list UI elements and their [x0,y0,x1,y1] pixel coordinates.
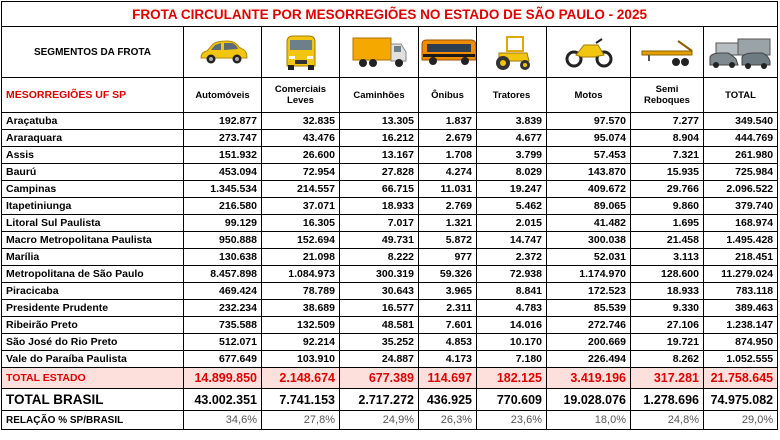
table-row-cell: 103.910 [262,351,340,368]
total-estado-row-cell: 3.419.196 [547,368,631,389]
table-row-cell: 3.799 [477,147,547,164]
table-row-cell: 27.828 [340,164,419,181]
table-row-cell: 300.319 [340,266,419,283]
table-row-cell: 1.495.428 [704,232,778,249]
table-row [2,164,778,181]
table-row-cell: 26.600 [262,147,340,164]
table-row [2,317,778,334]
table-row [2,147,778,164]
total-brasil-row-cell: 19.028.076 [547,389,631,411]
table-row-cell: 38.689 [262,300,340,317]
table-row-label: Itapetiniunga [2,198,184,215]
total-brasil-row-cell: 436.925 [419,389,477,411]
table-row-cell: 95.074 [547,130,631,147]
table-row-cell: 16.577 [340,300,419,317]
total-brasil-row-cell: 1.278.696 [631,389,704,411]
table-row-cell: 5.462 [477,198,547,215]
table-row-cell: 950.888 [184,232,262,249]
table-row-cell: 18.933 [340,198,419,215]
table-row-cell: 7.321 [631,147,704,164]
table-row-cell: 49.731 [340,232,419,249]
table-row-cell: 9.330 [631,300,704,317]
total-estado-row-cell: 317.281 [631,368,704,389]
table-row-label: Araraquara [2,130,184,147]
total-brasil-row-label: TOTAL BRASIL [2,389,184,411]
table-row-cell: 512.071 [184,334,262,351]
table-row-label: Campinas [2,181,184,198]
table-row-cell: 1.238.147 [704,317,778,334]
table-row-cell: 14.016 [477,317,547,334]
total-brasil-row-cell: 74.975.082 [704,389,778,411]
table-row-cell: 1.708 [419,147,477,164]
table-row-cell: 1.084.973 [262,266,340,283]
table-row-cell: 3.839 [477,113,547,130]
table-row-cell: 2.372 [477,249,547,266]
total-estado-row [2,368,778,389]
total-brasil-row [2,389,778,411]
table-row-cell: 783.118 [704,283,778,300]
total-estado-row-cell: 2.148.674 [262,368,340,389]
table-row-cell: 143.870 [547,164,631,181]
total-estado-row-label: TOTAL ESTADO [2,368,184,389]
table-row [2,181,778,198]
table-row-cell: 8.029 [477,164,547,181]
table-row-cell: 5.872 [419,232,477,249]
table-row-cell: 4.783 [477,300,547,317]
table-row-cell: 16.305 [262,215,340,232]
table-row-cell: 41.482 [547,215,631,232]
table-row-cell: 48.581 [340,317,419,334]
relacao-row-cell: 23,6% [477,411,547,430]
header-col: Ônibus [419,78,477,113]
table-row-cell: 89.065 [547,198,631,215]
total-estado-row-cell: 14.899.850 [184,368,262,389]
total-brasil-row-cell: 43.002.351 [184,389,262,411]
total-estado-row-cell: 21.758.645 [704,368,778,389]
table-row-cell: 99.129 [184,215,262,232]
table-row-cell: 21.458 [631,232,704,249]
table-row-cell: 874.950 [704,334,778,351]
table-row-cell: 15.935 [631,164,704,181]
table-row-label: Marília [2,249,184,266]
header-col: Caminhões [340,78,419,113]
table-row-cell: 2.015 [477,215,547,232]
relacao-row-cell: 34,6% [184,411,262,430]
table-row-cell: 192.877 [184,113,262,130]
table-row-cell: 4.853 [419,334,477,351]
relacao-row [2,411,778,430]
table-row-cell: 72.938 [477,266,547,283]
fleet-icon [708,33,774,71]
table-row-cell: 725.984 [704,164,778,181]
table-row-cell: 16.212 [340,130,419,147]
table-row-label: Macro Metropolitana Paulista [2,232,184,249]
table-row-cell: 214.557 [262,181,340,198]
table-row-cell: 8.841 [477,283,547,300]
table-row-cell: 21.098 [262,249,340,266]
table-row-cell: 7.017 [340,215,419,232]
table-row-cell: 4.677 [477,130,547,147]
truck-icon [349,34,409,70]
table-row [2,232,778,249]
table-row-cell: 8.457.898 [184,266,262,283]
motorcycle-icon [564,35,614,69]
fleet-table-container [1,1,779,438]
table-row-cell: 977 [419,249,477,266]
table-row-cell: 19.721 [631,334,704,351]
table-row-cell: 300.038 [547,232,631,249]
table-row-cell: 261.980 [704,147,778,164]
table-row-cell: 132.509 [262,317,340,334]
table-row-cell: 8.904 [631,130,704,147]
relacao-row-cell: 24,9% [340,411,419,430]
table-row-cell: 273.747 [184,130,262,147]
table-row-cell: 9.860 [631,198,704,215]
table-row-cell: 78.789 [262,283,340,300]
table-row-cell: 43.476 [262,130,340,147]
table-row-cell: 13.167 [340,147,419,164]
segments-row [2,27,778,78]
table-row-cell: 469.424 [184,283,262,300]
total-estado-row-cell: 677.389 [340,368,419,389]
table-row-cell: 151.932 [184,147,262,164]
table-row-cell: 1.321 [419,215,477,232]
table-row-cell: 389.463 [704,300,778,317]
header-meso: MESORREGIÕES UF SP [2,78,184,113]
header-col: Semi Reboques [631,78,704,113]
table-row-label: Ribeirão Preto [2,317,184,334]
table-row-cell: 216.580 [184,198,262,215]
table-row-label: Litoral Sul Paulista [2,215,184,232]
table-row-cell: 37.071 [262,198,340,215]
table-row-cell: 130.638 [184,249,262,266]
table-row-cell: 379.740 [704,198,778,215]
table-row [2,198,778,215]
table-row-cell: 453.094 [184,164,262,181]
table-row-label: Vale do Paraíba Paulista [2,351,184,368]
table-row-cell: 52.031 [547,249,631,266]
page-title: FROTA CIRCULANTE POR MESORREGIÕES NO ESTADO DE SÃO PAULO - 2025 [2,2,778,27]
table-row-label: Metropolitana de São Paulo [2,266,184,283]
table-row-cell: 27.106 [631,317,704,334]
table-row-cell: 35.252 [340,334,419,351]
table-row-label: Assis [2,147,184,164]
table-row [2,249,778,266]
table-row-cell: 1.345.534 [184,181,262,198]
table-row-cell: 172.523 [547,283,631,300]
table-row-cell: 2.679 [419,130,477,147]
header-col: TOTAL [704,78,778,113]
table-row-cell: 57.453 [547,147,631,164]
total-brasil-row-cell: 2.717.272 [340,389,419,411]
total-estado-row-cell: 114.697 [419,368,477,389]
bus-icon [419,36,477,68]
table-row-cell: 8.262 [631,351,704,368]
table-row-cell: 232.234 [184,300,262,317]
table-row-cell: 85.539 [547,300,631,317]
table-row-cell: 7.601 [419,317,477,334]
table-row [2,215,778,232]
table-row-cell: 218.451 [704,249,778,266]
table-row-cell: 29.766 [631,181,704,198]
table-row [2,113,778,130]
table-row-cell: 72.954 [262,164,340,181]
table-row-cell: 677.649 [184,351,262,368]
table-row-cell: 1.174.970 [547,266,631,283]
table-row [2,334,778,351]
van-icon [281,32,321,72]
table-row-cell: 4.173 [419,351,477,368]
table-row-cell: 7.277 [631,113,704,130]
table-row-cell: 11.031 [419,181,477,198]
table-row-cell: 4.274 [419,164,477,181]
relacao-row-cell: 26,3% [419,411,477,430]
table-row-cell: 2.311 [419,300,477,317]
header-col: Automóveis [184,78,262,113]
table-row-cell: 66.715 [340,181,419,198]
table-row-cell: 2.769 [419,198,477,215]
table-row-cell: 3.113 [631,249,704,266]
total-estado-row-cell: 182.125 [477,368,547,389]
table-row-cell: 32.835 [262,113,340,130]
header-col: Motos [547,78,631,113]
table-row-cell: 2.096.522 [704,181,778,198]
table-row-cell: 14.747 [477,232,547,249]
relacao-row-cell: 18,0% [547,411,631,430]
table-row-cell: 3.965 [419,283,477,300]
table-row-cell: 1.695 [631,215,704,232]
table-row-cell: 1.837 [419,113,477,130]
table-row-cell: 409.672 [547,181,631,198]
table-row-cell: 92.214 [262,334,340,351]
table-row-cell: 10.170 [477,334,547,351]
table-row [2,266,778,283]
relacao-row-cell: 24,8% [631,411,704,430]
table-row-cell: 97.570 [547,113,631,130]
table-row [2,283,778,300]
table-row-cell: 349.540 [704,113,778,130]
table-row-cell: 168.974 [704,215,778,232]
table-row-label: Piracicaba [2,283,184,300]
car-icon [197,38,249,66]
tractor-icon [489,33,535,71]
table-row-label: Presidente Prudente [2,300,184,317]
table-row [2,130,778,147]
table-row-cell: 18.933 [631,283,704,300]
table-row-cell: 444.769 [704,130,778,147]
table-row-cell: 8.222 [340,249,419,266]
table-row-cell: 128.600 [631,266,704,283]
fleet-table [1,1,778,430]
table-row-cell: 152.694 [262,232,340,249]
table-row-cell: 200.669 [547,334,631,351]
relacao-row-label: RELAÇÃO % SP/BRASIL [2,411,184,430]
relacao-row-cell: 27,8% [262,411,340,430]
table-row [2,351,778,368]
relacao-row-cell: 29,0% [704,411,778,430]
table-row-cell: 272.746 [547,317,631,334]
table-row-label: Baurú [2,164,184,181]
table-row-cell: 11.279.024 [704,266,778,283]
table-row-cell: 13.305 [340,113,419,130]
total-brasil-row-cell: 7.741.153 [262,389,340,411]
table-row-cell: 226.494 [547,351,631,368]
segments-label: SEGMENTOS DA FROTA [2,27,184,78]
header-row [2,78,778,113]
table-row-cell: 19.247 [477,181,547,198]
header-col: Comerciais Leves [262,78,340,113]
header-col: Tratores [477,78,547,113]
table-row-label: Araçatuba [2,113,184,130]
table-row-cell: 7.180 [477,351,547,368]
table-row-cell: 1.052.555 [704,351,778,368]
table-row-cell: 30.643 [340,283,419,300]
table-row [2,300,778,317]
table-row-cell: 735.588 [184,317,262,334]
table-row-cell: 59.326 [419,266,477,283]
total-brasil-row-cell: 770.609 [477,389,547,411]
table-row-cell: 24.887 [340,351,419,368]
table-row-label: São José do Rio Preto [2,334,184,351]
trailer-icon [638,35,696,69]
